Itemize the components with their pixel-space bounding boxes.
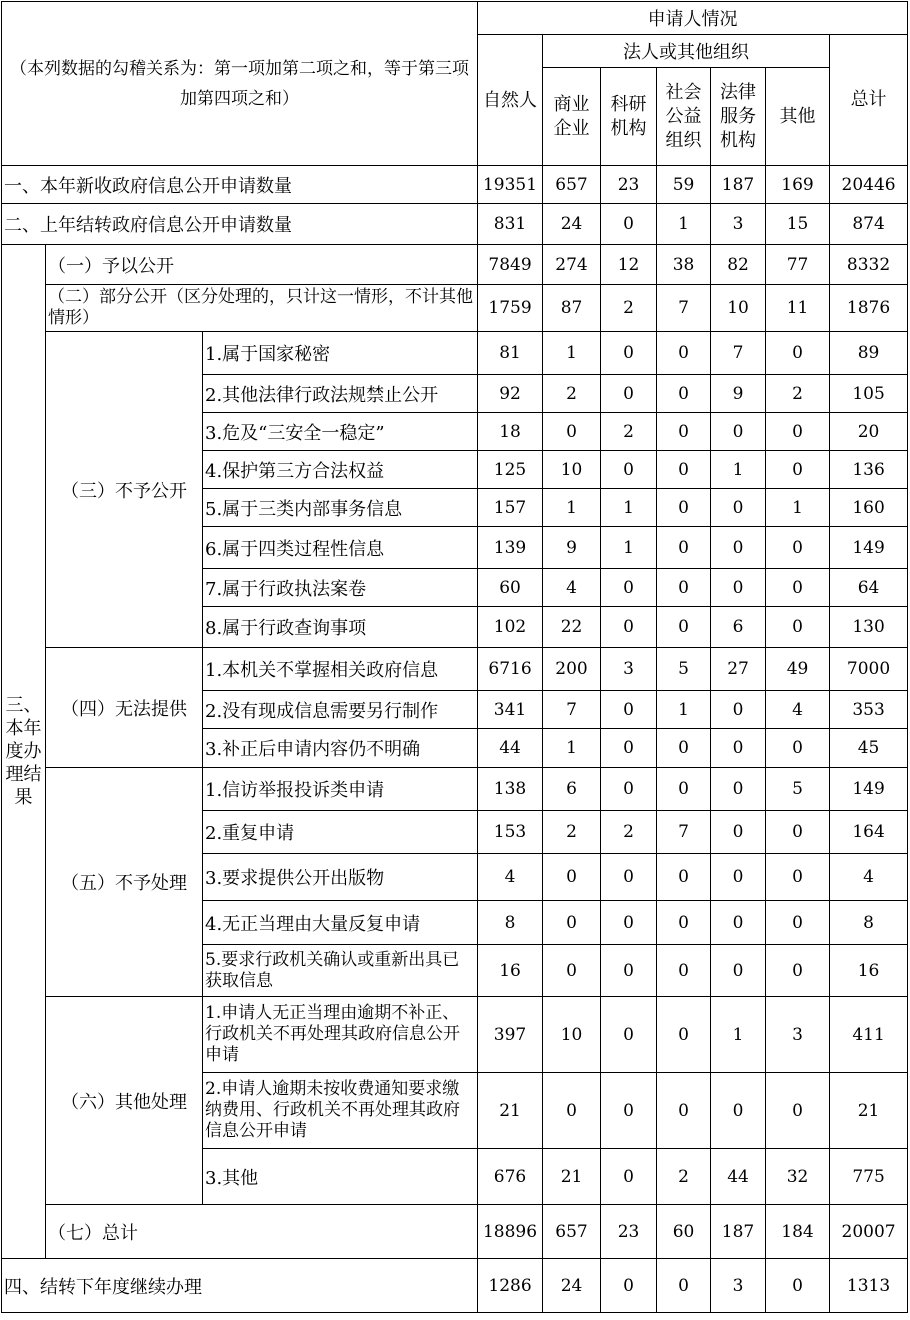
value-cell: 20007	[830, 1205, 908, 1259]
value-cell: 0	[601, 854, 657, 901]
value-cell: 0	[711, 768, 766, 811]
item-label: 1.属于国家秘密	[203, 332, 478, 375]
value-cell: 0	[601, 607, 657, 648]
other-header: 其他	[766, 68, 830, 166]
table-row	[2, 997, 908, 1073]
value-cell: 0	[766, 945, 830, 997]
value-cell: 341	[478, 691, 543, 729]
value-cell: 21	[543, 1149, 601, 1205]
value-cell: 16	[830, 945, 908, 997]
value-cell: 0	[601, 1259, 657, 1313]
value-cell: 87	[543, 285, 601, 332]
table-row	[2, 332, 908, 375]
value-cell: 1	[543, 332, 601, 375]
value-cell: 64	[830, 569, 908, 607]
value-cell: 24	[543, 1259, 601, 1313]
value-cell: 164	[830, 811, 908, 854]
table-row	[2, 204, 908, 245]
value-cell: 153	[478, 811, 543, 854]
value-cell: 0	[766, 607, 830, 648]
item-label: 3.要求提供公开出版物	[203, 854, 478, 901]
value-cell: 1	[711, 997, 766, 1073]
table-row	[2, 1259, 908, 1313]
value-cell: 0	[766, 1259, 830, 1313]
item-label: 5.要求行政机关确认或重新出具已获取信息	[203, 945, 478, 997]
value-cell: 0	[711, 527, 766, 569]
value-cell: 7	[543, 691, 601, 729]
item-label: 6.属于四类过程性信息	[203, 527, 478, 569]
value-cell: 1	[657, 204, 711, 245]
value-cell: 81	[478, 332, 543, 375]
group-label: （一）予以公开	[46, 245, 478, 285]
value-cell: 0	[711, 1073, 766, 1149]
value-cell: 0	[711, 569, 766, 607]
value-cell: 8332	[830, 245, 908, 285]
table-row	[2, 768, 908, 811]
item-label: 1.本机关不掌握相关政府信息	[203, 648, 478, 691]
value-cell: 353	[830, 691, 908, 729]
value-cell: 45	[830, 729, 908, 768]
value-cell: 2	[543, 375, 601, 413]
research-header: 科研机构	[601, 68, 657, 166]
value-cell: 11	[766, 285, 830, 332]
value-cell: 0	[601, 375, 657, 413]
item-label: 5.属于三类内部事务信息	[203, 489, 478, 527]
row-label: 二、上年结转政府信息公开申请数量	[2, 204, 478, 245]
value-cell: 1313	[830, 1259, 908, 1313]
value-cell: 0	[711, 691, 766, 729]
table-row	[2, 166, 908, 204]
value-cell: 44	[478, 729, 543, 768]
group-label: （三）不予公开	[46, 332, 203, 648]
value-cell: 0	[601, 945, 657, 997]
value-cell: 149	[830, 768, 908, 811]
table-row	[2, 245, 908, 285]
value-cell: 7849	[478, 245, 543, 285]
value-cell: 60	[657, 1205, 711, 1259]
value-cell: 874	[830, 204, 908, 245]
value-cell: 6	[543, 768, 601, 811]
table-row	[2, 648, 908, 691]
value-cell: 0	[543, 945, 601, 997]
value-cell: 12	[601, 245, 657, 285]
value-cell: 0	[657, 332, 711, 375]
value-cell: 2	[657, 1149, 711, 1205]
value-cell: 274	[543, 245, 601, 285]
value-cell: 22	[543, 607, 601, 648]
table-row	[2, 1205, 908, 1259]
value-cell: 0	[766, 901, 830, 945]
value-cell: 149	[830, 527, 908, 569]
business-header: 商业企业	[543, 68, 601, 166]
value-cell: 0	[657, 489, 711, 527]
value-cell: 1	[543, 729, 601, 768]
value-cell: 0	[601, 901, 657, 945]
value-cell: 0	[711, 811, 766, 854]
item-label: 8.属于行政查询事项	[203, 607, 478, 648]
value-cell: 125	[478, 451, 543, 489]
value-cell: 0	[601, 1149, 657, 1205]
applicant-header: 申请人情况	[478, 2, 908, 35]
value-cell: 0	[766, 1073, 830, 1149]
value-cell: 200	[543, 648, 601, 691]
value-cell: 0	[601, 1073, 657, 1149]
value-cell: 2	[601, 285, 657, 332]
value-cell: 5	[766, 768, 830, 811]
value-cell: 0	[601, 204, 657, 245]
value-cell: 0	[657, 1259, 711, 1313]
item-label: 3.补正后申请内容仍不明确	[203, 729, 478, 768]
item-label: 2.重复申请	[203, 811, 478, 854]
value-cell: 23	[601, 166, 657, 204]
value-cell: 0	[657, 375, 711, 413]
value-cell: 0	[657, 768, 711, 811]
value-cell: 4	[830, 854, 908, 901]
value-cell: 0	[766, 729, 830, 768]
value-cell: 21	[478, 1073, 543, 1149]
group-label: （四）无法提供	[46, 648, 203, 768]
value-cell: 38	[657, 245, 711, 285]
value-cell: 10	[711, 285, 766, 332]
value-cell: 7	[711, 332, 766, 375]
row-label: 一、本年新收政府信息公开申请数量	[2, 166, 478, 204]
value-cell: 77	[766, 245, 830, 285]
value-cell: 0	[601, 332, 657, 375]
value-cell: 9	[543, 527, 601, 569]
value-cell: 3	[711, 204, 766, 245]
value-cell: 0	[657, 901, 711, 945]
group-label: （五）不予处理	[46, 768, 203, 997]
value-cell: 0	[766, 854, 830, 901]
value-cell: 1	[766, 489, 830, 527]
value-cell: 0	[711, 945, 766, 997]
value-cell: 44	[711, 1149, 766, 1205]
value-cell: 831	[478, 204, 543, 245]
row-label: 四、结转下年度继续办理	[2, 1259, 478, 1313]
value-cell: 1	[657, 691, 711, 729]
value-cell: 3	[601, 648, 657, 691]
value-cell: 0	[657, 1073, 711, 1149]
value-cell: 0	[711, 413, 766, 451]
value-cell: 4	[766, 691, 830, 729]
value-cell: 19351	[478, 166, 543, 204]
item-label: 4.无正当理由大量反复申请	[203, 901, 478, 945]
value-cell: 0	[766, 811, 830, 854]
value-cell: 82	[711, 245, 766, 285]
value-cell: 130	[830, 607, 908, 648]
value-cell: 1876	[830, 285, 908, 332]
value-cell: 2	[766, 375, 830, 413]
value-cell: 0	[543, 854, 601, 901]
value-cell: 10	[543, 451, 601, 489]
value-cell: 6716	[478, 648, 543, 691]
value-cell: 89	[830, 332, 908, 375]
value-cell: 0	[601, 691, 657, 729]
group-label: （六）其他处理	[46, 997, 203, 1205]
legal-group-header: 法人或其他组织	[543, 35, 830, 68]
value-cell: 16	[478, 945, 543, 997]
item-label: 7.属于行政执法案卷	[203, 569, 478, 607]
value-cell: 18896	[478, 1205, 543, 1259]
value-cell: 0	[657, 997, 711, 1073]
value-cell: 20	[830, 413, 908, 451]
item-label: 1.申请人无正当理由逾期不补正、行政机关不再处理其政府信息公开申请	[203, 997, 478, 1073]
value-cell: 0	[766, 332, 830, 375]
value-cell: 32	[766, 1149, 830, 1205]
value-cell: 775	[830, 1149, 908, 1205]
value-cell: 23	[601, 1205, 657, 1259]
value-cell: 1759	[478, 285, 543, 332]
value-cell: 0	[766, 527, 830, 569]
value-cell: 0	[766, 413, 830, 451]
item-label: 4.保护第三方合法权益	[203, 451, 478, 489]
group-label: （七）总计	[46, 1205, 478, 1259]
value-cell: 411	[830, 997, 908, 1073]
table-row	[2, 285, 908, 332]
total-header: 总计	[830, 35, 908, 166]
value-cell: 0	[711, 901, 766, 945]
value-cell: 0	[657, 729, 711, 768]
value-cell: 5	[657, 648, 711, 691]
value-cell: 0	[657, 527, 711, 569]
value-cell: 1	[543, 489, 601, 527]
item-label: 2.没有现成信息需要另行制作	[203, 691, 478, 729]
value-cell: 1	[601, 489, 657, 527]
section-label: 三、本年度办理结果	[2, 245, 46, 1259]
legal-service-header: 法律服务机构	[711, 68, 766, 166]
group-label: （二）部分公开（区分处理的，只计这一情形，不计其他情形）	[46, 285, 478, 332]
value-cell: 2	[601, 413, 657, 451]
value-cell: 157	[478, 489, 543, 527]
value-cell: 0	[601, 768, 657, 811]
value-cell: 136	[830, 451, 908, 489]
value-cell: 0	[766, 451, 830, 489]
value-cell: 9	[711, 375, 766, 413]
value-cell: 27	[711, 648, 766, 691]
value-cell: 2	[601, 811, 657, 854]
value-cell: 60	[478, 569, 543, 607]
value-cell: 15	[766, 204, 830, 245]
item-label: 2.其他法律行政法规禁止公开	[203, 375, 478, 413]
value-cell: 21	[830, 1073, 908, 1149]
value-cell: 160	[830, 489, 908, 527]
value-cell: 102	[478, 607, 543, 648]
value-cell: 24	[543, 204, 601, 245]
value-cell: 0	[657, 451, 711, 489]
value-cell: 0	[543, 1073, 601, 1149]
value-cell: 0	[657, 413, 711, 451]
value-cell: 4	[543, 569, 601, 607]
value-cell: 0	[657, 854, 711, 901]
social-header: 社会公益组织	[657, 68, 711, 166]
relation-note: （本列数据的勾稽关系为：第一项加第二项之和，等于第三项加第四项之和）	[2, 2, 478, 166]
value-cell: 169	[766, 166, 830, 204]
value-cell: 0	[543, 901, 601, 945]
value-cell: 8	[830, 901, 908, 945]
value-cell: 1	[601, 527, 657, 569]
value-cell: 2	[543, 811, 601, 854]
value-cell: 1286	[478, 1259, 543, 1313]
value-cell: 657	[543, 1205, 601, 1259]
item-label: 3.危及“三安全一稳定”	[203, 413, 478, 451]
value-cell: 20446	[830, 166, 908, 204]
item-label: 1.信访举报投诉类申请	[203, 768, 478, 811]
value-cell: 657	[543, 166, 601, 204]
value-cell: 0	[711, 729, 766, 768]
value-cell: 0	[657, 945, 711, 997]
value-cell: 7	[657, 285, 711, 332]
value-cell: 6	[711, 607, 766, 648]
value-cell: 676	[478, 1149, 543, 1205]
value-cell: 7000	[830, 648, 908, 691]
value-cell: 184	[766, 1205, 830, 1259]
natural-person-header: 自然人	[478, 35, 543, 166]
value-cell: 0	[657, 607, 711, 648]
value-cell: 138	[478, 768, 543, 811]
value-cell: 59	[657, 166, 711, 204]
value-cell: 3	[766, 997, 830, 1073]
value-cell: 397	[478, 997, 543, 1073]
value-cell: 187	[711, 166, 766, 204]
value-cell: 0	[711, 489, 766, 527]
value-cell: 10	[543, 997, 601, 1073]
value-cell: 8	[478, 901, 543, 945]
disclosure-stats-table	[1, 1, 908, 1313]
value-cell: 18	[478, 413, 543, 451]
value-cell: 0	[766, 569, 830, 607]
value-cell: 105	[830, 375, 908, 413]
value-cell: 1	[711, 451, 766, 489]
value-cell: 0	[601, 997, 657, 1073]
value-cell: 4	[478, 854, 543, 901]
value-cell: 3	[711, 1259, 766, 1313]
item-label: 3.其他	[203, 1149, 478, 1205]
value-cell: 0	[657, 569, 711, 607]
value-cell: 0	[601, 569, 657, 607]
value-cell: 139	[478, 527, 543, 569]
value-cell: 187	[711, 1205, 766, 1259]
value-cell: 92	[478, 375, 543, 413]
value-cell: 49	[766, 648, 830, 691]
value-cell: 0	[601, 451, 657, 489]
item-label: 2.申请人逾期未按收费通知要求缴纳费用、行政机关不再处理其政府信息公开申请	[203, 1073, 478, 1149]
value-cell: 0	[543, 413, 601, 451]
value-cell: 0	[711, 854, 766, 901]
value-cell: 0	[601, 729, 657, 768]
value-cell: 7	[657, 811, 711, 854]
